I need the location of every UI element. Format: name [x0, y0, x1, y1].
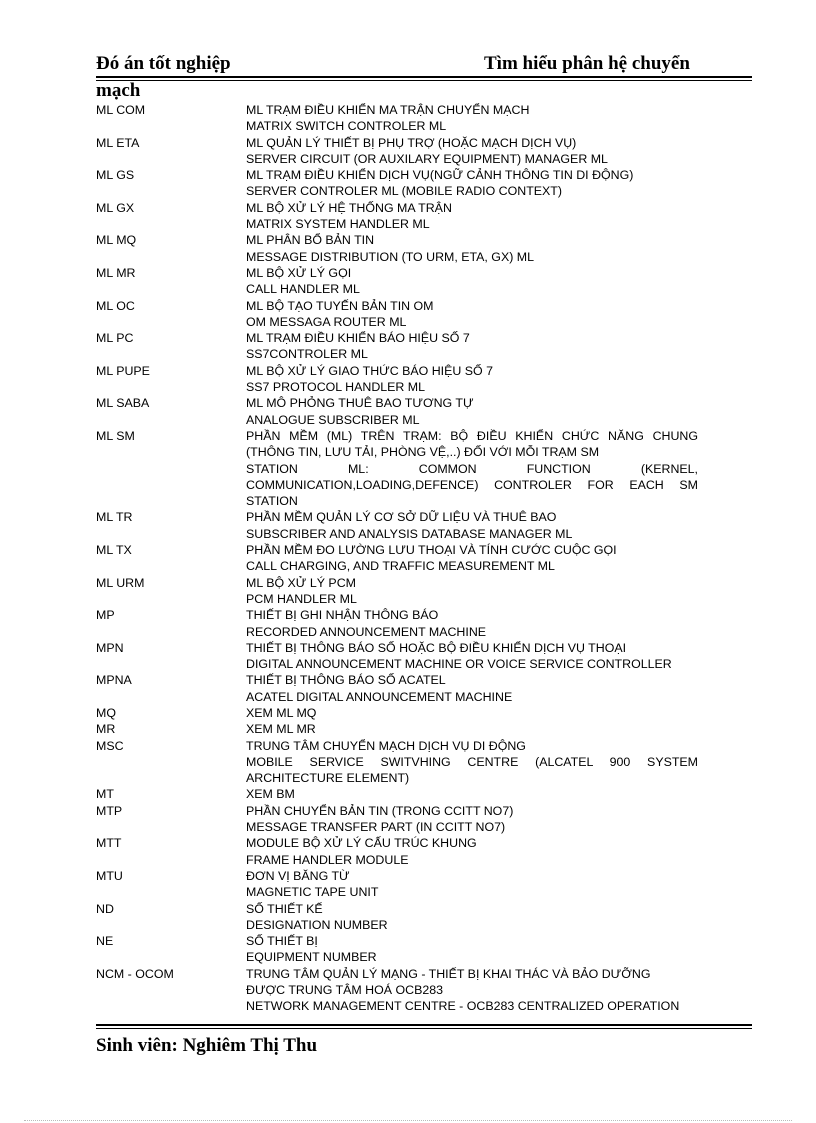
- abbreviation-term: MPNA: [96, 673, 132, 688]
- abbreviation-entry: [96, 868, 716, 901]
- description-line: PHẦN MỀM ĐO LƯỜNG LƯU THOẠI VÀ TÍNH CƯỚC CUỘC GỌI: [246, 543, 617, 558]
- abbreviation-term: MTT: [96, 836, 122, 851]
- description-line: ML BỘ XỬ LÝ GIAO THỨC BÁO HIỆU SỐ 7: [246, 363, 494, 378]
- abbreviation-term: MQ: [96, 705, 116, 720]
- abbreviation-description: [246, 933, 698, 966]
- abbreviation-term: MT: [96, 787, 114, 802]
- description-line: STATION: [246, 494, 298, 509]
- abbreviation-term: ML GX: [96, 200, 135, 215]
- description-line: STATION ML: COMMON FUNCTION (KERNEL,: [246, 461, 698, 476]
- abbreviation-term: ND: [96, 901, 114, 916]
- description-line: ANALOGUE SUBSCRIBER ML: [246, 412, 420, 427]
- description-line: MOBILE SERVICE SWITVHING CENTRE (ALCATEL 900 SYSTEM: [246, 754, 698, 769]
- description-line: SERVER CONTROLER ML (MOBILE RADIO CONTEXT): [246, 184, 563, 199]
- description-line: ACATEL DIGITAL ANNOUNCEMENT MACHINE: [246, 689, 513, 704]
- description-line: THIẾT BỊ GHI NHẬN THÔNG BÁO: [246, 608, 439, 623]
- description-line: SS7CONTROLER ML: [246, 347, 368, 362]
- abbreviation-description: [246, 640, 698, 673]
- abbreviation-description: [246, 363, 698, 396]
- description-line: ML BỘ XỬ LÝ GỌI: [246, 265, 352, 280]
- description-line: SS7 PROTOCOL HANDLER ML: [246, 380, 426, 395]
- abbreviation-term: ML GS: [96, 168, 135, 183]
- description-line: ML PHÂN BỔ BẢN TIN: [246, 233, 375, 248]
- description-line: THIẾT BỊ THÔNG BÁO SỐ ACATEL: [246, 673, 446, 688]
- abbreviation-description: [246, 835, 698, 868]
- description-line: ARCHITECTURE ELEMENT): [246, 771, 410, 786]
- header-right-title: Tìm hiểu phân hệ chuyển: [484, 53, 690, 74]
- description-line: DESIGNATION NUMBER: [246, 917, 388, 932]
- abbreviation-entry: [96, 901, 716, 934]
- description-line: ML BỘ TẠO TUYẾN BẢN TIN OM: [246, 298, 434, 313]
- abbreviation-entry: [96, 786, 716, 802]
- description-line: MAGNETIC TAPE UNIT: [246, 885, 379, 900]
- abbreviation-description: [246, 509, 698, 542]
- description-line: NETWORK MANAGEMENT CENTRE - OCB283 CENTRALIZED OPERATION: [246, 999, 680, 1014]
- abbreviation-entry: [96, 265, 716, 298]
- abbreviation-term: ML PUPE: [96, 363, 150, 378]
- footer-student-name: Sinh viên: Nghiêm Thị Thu: [96, 1035, 318, 1056]
- abbreviation-entry: [96, 428, 716, 509]
- abbreviation-term: NE: [96, 934, 114, 949]
- description-line: PHẦN CHUYỂN BẢN TIN (TRONG CCITT NO7): [246, 803, 514, 818]
- description-line: COMMUNICATION,LOADING,DEFENCE) CONTROLER FOR EACH SM: [246, 477, 698, 492]
- footer-rule-thin: [96, 1028, 752, 1029]
- description-line: TRUNG TÂM CHUYỂN MẠCH DỊCH VỤ DI ĐỘNG: [246, 738, 526, 753]
- description-line: OM MESSAGA ROUTER ML: [246, 314, 407, 329]
- description-line: TRUNG TÂM QUẢN LÝ MẠNG - THIẾT BỊ KHAI THÁC VÀ BẢO DƯỠNG: [246, 966, 651, 981]
- description-line: MESSAGE TRANSFER PART (IN CCITT NO7): [246, 820, 506, 835]
- abbreviation-entry: [96, 330, 716, 363]
- abbreviation-term: ML TR: [96, 510, 133, 525]
- abbreviation-description: [246, 966, 698, 1015]
- abbreviation-description: [246, 705, 698, 721]
- abbreviation-term: MSC: [96, 738, 124, 753]
- abbreviation-term: ML SABA: [96, 396, 150, 411]
- header-title-continuation: mạch: [96, 80, 141, 101]
- abbreviation-description: [246, 298, 698, 331]
- description-line: PCM HANDLER ML: [246, 591, 357, 606]
- description-line: SỐ THIẾT BỊ: [246, 934, 318, 949]
- description-line: ML BỘ XỬ LÝ HỆ THỐNG MA TRẬN: [246, 200, 452, 215]
- description-line: ML TRẠM ĐIỀU KHIỂN MA TRẬN CHUYỂN MẠCH: [246, 103, 530, 117]
- abbreviation-description: [246, 542, 698, 575]
- abbreviation-entry: [96, 298, 716, 331]
- abbreviation-term: MTP: [96, 803, 123, 818]
- abbreviation-description: [246, 232, 698, 265]
- abbreviation-description: [246, 901, 698, 934]
- abbreviation-description: [246, 102, 698, 135]
- abbreviation-entry: [96, 167, 716, 200]
- description-line: SUBSCRIBER AND ANALYSIS DATABASE MANAGER ML: [246, 526, 573, 541]
- abbreviation-description: [246, 607, 698, 640]
- abbreviation-entry: [96, 135, 716, 168]
- description-line: ML TRẠM ĐIỀU KHIỂN DỊCH VỤ(NGỮ CẢNH THÔNG TIN DI ĐỘNG): [246, 168, 634, 183]
- description-line: MESSAGE DISTRIBUTION (TO URM, ETA, GX) ML: [246, 249, 534, 264]
- abbreviation-term: ML MR: [96, 265, 136, 280]
- abbreviation-entry: [96, 640, 716, 673]
- description-line: XEM BM: [246, 787, 295, 802]
- abbreviation-description: [246, 428, 698, 509]
- abbreviation-entry: [96, 102, 716, 135]
- abbreviation-entry: [96, 721, 716, 737]
- abbreviation-term: MR: [96, 722, 116, 737]
- abbreviation-entry: [96, 232, 716, 265]
- abbreviation-description: [246, 135, 698, 168]
- abbreviation-entry: [96, 607, 716, 640]
- abbreviation-description: [246, 167, 698, 200]
- abbreviation-entry: [96, 363, 716, 396]
- abbreviation-entry: [96, 542, 716, 575]
- abbreviation-entry: [96, 933, 716, 966]
- abbreviation-description: [246, 200, 698, 233]
- page-bottom-dotted-line: [24, 1120, 792, 1121]
- header-rule-thick: [96, 76, 752, 78]
- abbreviation-entry: [96, 835, 716, 868]
- description-line: FRAME HANDLER MODULE: [246, 852, 409, 867]
- abbreviation-description: [246, 786, 698, 802]
- abbreviation-entry: [96, 966, 716, 1015]
- description-line: CALL HANDLER ML: [246, 282, 360, 297]
- description-line: MATRIX SWITCH CONTROLER ML: [246, 119, 447, 134]
- abbreviation-term: ML COM: [96, 103, 146, 117]
- description-line: PHẦN MỀM (ML) TRÊN TRẠM: BỘ ĐIỀU KHIỂN CHỨC NĂNG CHUNG: [246, 428, 698, 443]
- abbreviation-term: NCM - OCOM: [96, 966, 174, 981]
- abbreviation-term: MPN: [96, 640, 124, 655]
- description-line: ML MÔ PHỎNG THUÊ BAO TƯƠNG TỰ: [246, 396, 474, 411]
- page-header: [96, 53, 752, 77]
- description-line: XEM ML MR: [246, 722, 316, 737]
- description-line: ML QUẢN LÝ THIẾT BỊ PHỤ TRỢ (HOẶC MẠCH DỊCH VỤ): [246, 135, 577, 150]
- abbreviation-entry: [96, 803, 716, 836]
- abbreviation-list: [96, 102, 716, 1015]
- abbreviation-description: [246, 575, 698, 608]
- abbreviation-term: ML MQ: [96, 233, 137, 248]
- abbreviation-term: MTU: [96, 868, 123, 883]
- abbreviation-description: [246, 265, 698, 298]
- description-line: EQUIPMENT NUMBER: [246, 950, 377, 965]
- abbreviation-description: [246, 672, 698, 705]
- abbreviation-term: MP: [96, 608, 115, 623]
- abbreviation-term: ML URM: [96, 575, 145, 590]
- description-line: CALL CHARGING, AND TRAFFIC MEASUREMENT ML: [246, 559, 555, 574]
- abbreviation-description: [246, 395, 698, 428]
- description-line: (THÔNG TIN, LƯU TẢI, PHÒNG VỆ,..) ĐỐI VỚI MỖI TRẠM SM: [246, 445, 600, 460]
- abbreviation-description: [246, 330, 698, 363]
- abbreviation-term: ML SM: [96, 428, 135, 443]
- abbreviation-term: ML PC: [96, 331, 134, 346]
- abbreviation-entry: [96, 575, 716, 608]
- abbreviation-description: [246, 721, 698, 737]
- description-line: ML BỘ XỬ LÝ PCM: [246, 575, 356, 590]
- description-line: DIGITAL ANNOUNCEMENT MACHINE OR VOICE SERVICE CONTROLLER: [246, 657, 672, 672]
- abbreviation-term: ML ETA: [96, 135, 140, 150]
- abbreviation-entry: [96, 738, 716, 787]
- abbreviation-term: ML TX: [96, 543, 132, 558]
- abbreviation-description: [246, 738, 698, 787]
- abbreviation-entry: [96, 200, 716, 233]
- description-line: THIẾT BỊ THÔNG BÁO SỐ HOẶC BỘ ĐIỀU KHIỂN DỊCH VỤ THOẠI: [246, 640, 627, 655]
- abbreviation-entry: [96, 672, 716, 705]
- header-left-title: Đó án tốt nghiệp: [96, 53, 231, 74]
- description-line: MODULE BỘ XỬ LÝ CẤU TRÚC KHUNG: [246, 836, 477, 851]
- description-line: ĐƯỢC TRUNG TÂM HOÁ OCB283: [246, 983, 444, 998]
- abbreviation-description: [246, 868, 698, 901]
- description-line: ĐƠN VỊ BĂNG TỪ: [246, 868, 350, 883]
- abbreviation-term: ML OC: [96, 298, 135, 313]
- footer-rule-thick: [96, 1024, 752, 1026]
- abbreviation-entry: [96, 509, 716, 542]
- description-line: SỐ THIẾT KẾ: [246, 901, 323, 916]
- description-line: ML TRẠM ĐIỀU KHIỂN BÁO HIỆU SỐ 7: [246, 331, 470, 346]
- description-line: SERVER CIRCUIT (OR AUXILARY EQUIPMENT) MANAGER ML: [246, 151, 608, 166]
- abbreviation-entry: [96, 395, 716, 428]
- abbreviation-entry: [96, 705, 716, 721]
- abbreviation-description: [246, 803, 698, 836]
- description-line: XEM ML MQ: [246, 705, 317, 720]
- header-rule-thin: [96, 80, 752, 81]
- description-line: MATRIX SYSTEM HANDLER ML: [246, 217, 430, 232]
- description-line: PHẦN MỀM QUẢN LÝ CƠ SỞ DỮ LIỆU VÀ THUÊ BAO: [246, 510, 557, 525]
- description-line: RECORDED ANNOUNCEMENT MACHINE: [246, 624, 487, 639]
